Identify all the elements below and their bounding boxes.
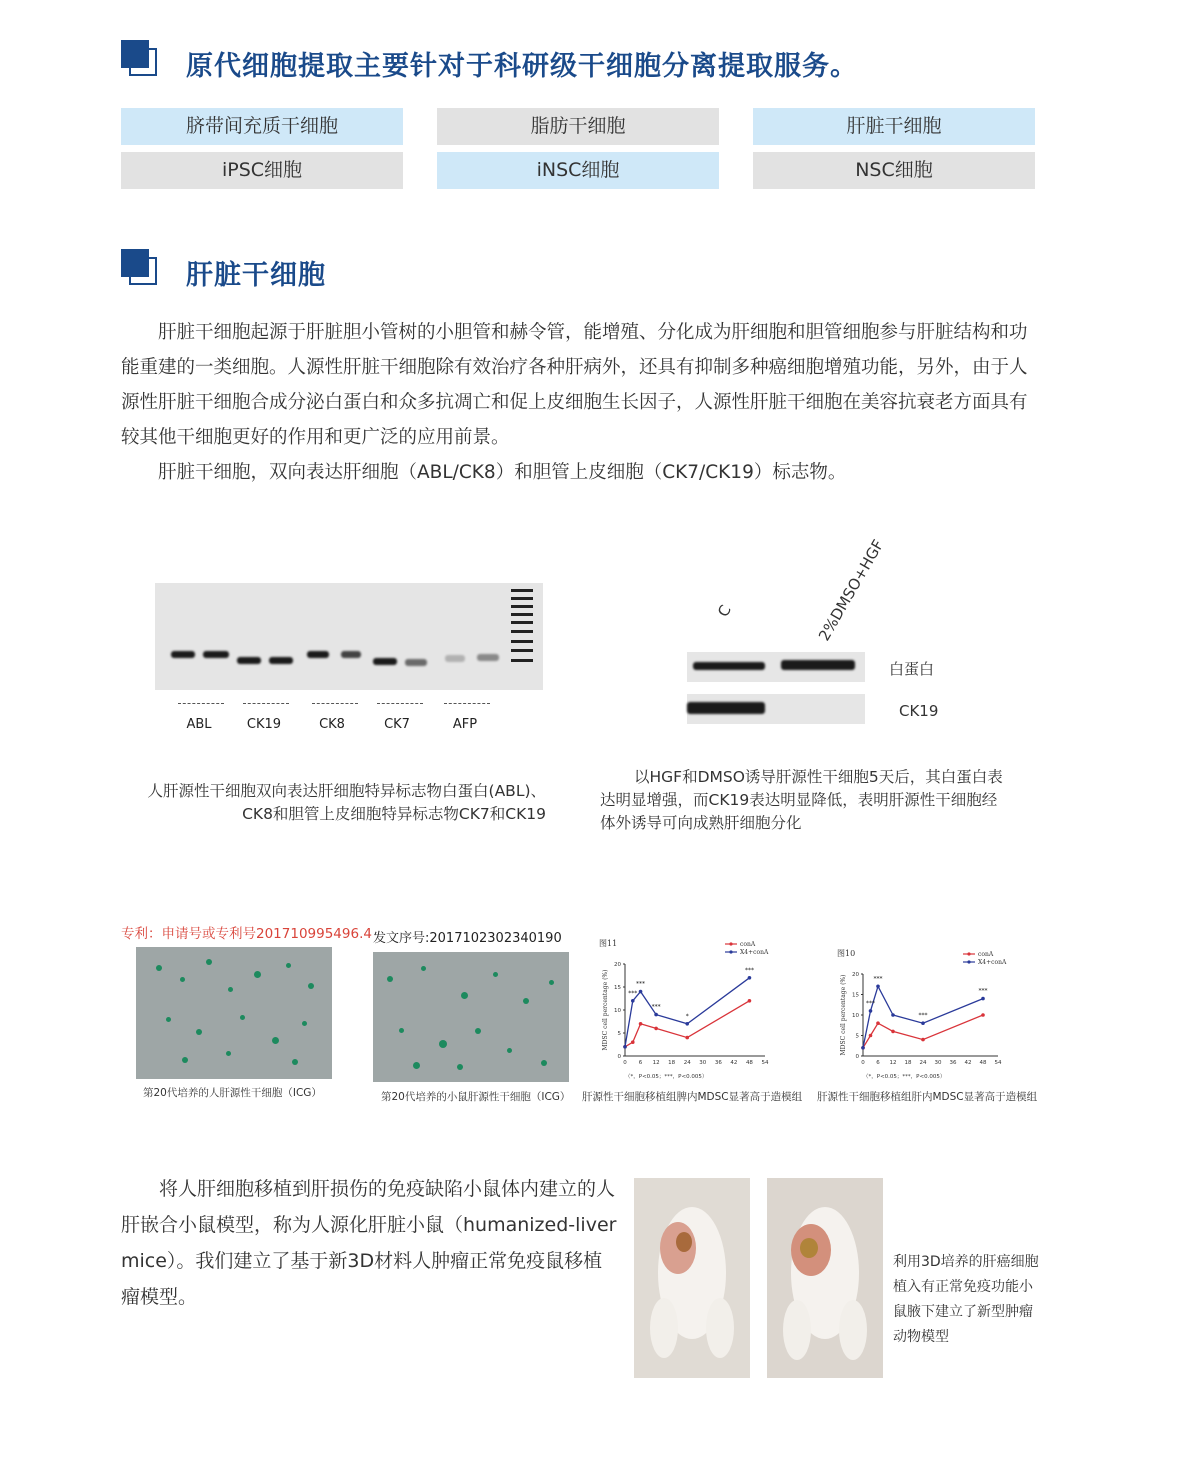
series-line <box>863 1015 983 1048</box>
data-point <box>685 1022 689 1026</box>
y-tick-label: 0 <box>855 1054 859 1060</box>
lane-label: CK19 <box>246 717 282 732</box>
legend-label: X4+conA <box>740 949 769 956</box>
data-point <box>748 976 752 980</box>
data-point <box>654 1027 658 1031</box>
y-tick-label: 5 <box>617 1031 621 1037</box>
y-tick-label: 20 <box>614 962 621 968</box>
western-blot-row <box>687 652 865 682</box>
y-tick-label: 10 <box>852 1013 859 1019</box>
paragraph: 肝脏干细胞，双向表达肝细胞（ABL/CK8）和胆管上皮细胞（CK7/CK19）标志物。 <box>158 462 847 483</box>
gel-electrophoresis-image <box>155 583 543 690</box>
section-icon <box>121 249 159 287</box>
x-tick-label: 54 <box>761 1060 769 1066</box>
wb-col-label: C <box>714 601 735 620</box>
category-cell: iPSC细胞 <box>121 152 403 189</box>
x-tick-label: 36 <box>714 1060 722 1066</box>
micrograph-image <box>136 947 332 1079</box>
y-tick-label: 0 <box>617 1054 621 1060</box>
data-point <box>876 985 880 989</box>
x-tick-label: 24 <box>683 1060 691 1066</box>
data-point <box>921 1021 925 1025</box>
legend-label: conA <box>978 951 994 958</box>
x-tick-label: 42 <box>964 1060 972 1066</box>
significance-label: * <box>685 1012 689 1020</box>
western-blot-row <box>687 694 865 724</box>
mdsc-spleen-chart <box>595 936 805 1084</box>
significance-label: *** <box>651 1003 661 1011</box>
y-axis-label: MDSC cell percentage (%) <box>840 974 847 1056</box>
chart-title: 图11 <box>599 939 618 948</box>
data-point <box>623 1045 627 1049</box>
y-tick-label: 10 <box>614 1008 621 1014</box>
data-point <box>631 999 635 1003</box>
data-point <box>631 1040 635 1044</box>
mouse-model-photo <box>634 1178 750 1378</box>
category-cell: 肝脏干细胞 <box>753 108 1035 145</box>
micrograph-caption: 第20代培养的小鼠肝源性干细胞（ICG） <box>381 1091 571 1103</box>
significance-label: *** <box>918 1012 928 1020</box>
patent-serial: 发文序号:2017102302340190 <box>373 931 562 946</box>
x-tick-label: 48 <box>979 1060 987 1066</box>
lane-label: ABL <box>186 717 212 732</box>
data-point <box>639 990 643 994</box>
x-tick-label: 18 <box>668 1060 676 1066</box>
significance-label: *** <box>978 987 988 995</box>
significance-label: *** <box>873 975 883 983</box>
micrograph-caption: 第20代培养的人肝源性干细胞（ICG） <box>143 1087 322 1099</box>
data-point <box>876 1021 880 1025</box>
x-tick-label: 36 <box>949 1060 957 1066</box>
data-point <box>639 1022 643 1026</box>
x-tick-label: 18 <box>904 1060 912 1066</box>
data-point <box>654 1013 658 1017</box>
legend-marker <box>729 950 732 953</box>
paragraph: 肝脏干细胞起源于肝脏胆小管树的小胆管和赫令管，能增殖、分化成为肝细胞和胆管细胞参与肝脏结构和功能重建的一类细胞。人源性肝脏干细胞除有效治疗各种肝病外，还具有抑制多种癌细胞增殖功能，另外，由于人源性肝脏干细胞合成分泌白蛋白和众多抗凋亡和促上皮细胞生长因子，人源性肝脏干细胞在美容抗衰老方面具有较其他干细胞更好的作用和更广泛的应用前景。 <box>121 322 1028 448</box>
data-point <box>921 1038 925 1042</box>
y-tick-label: 15 <box>614 985 621 991</box>
wb-row-label: CK19 <box>899 702 939 720</box>
chart-note: （*，P<0.05；***，P<0.005） <box>625 1074 708 1080</box>
x-tick-label: 12 <box>652 1060 660 1066</box>
wb-col-label: 2%DMSO+HGF <box>815 536 888 644</box>
data-point <box>981 1013 985 1017</box>
section1-title: 原代细胞提取主要针对于科研级干细胞分离提取服务。 <box>186 51 858 82</box>
western-caption: 以HGF和DMSO诱导肝源性干细胞5天后，其白蛋白表达明显增强，而CK19表达明显降低，表明肝源性干细胞经体外诱导可向成熟肝细胞分化 <box>600 768 1003 832</box>
data-point <box>981 997 985 1001</box>
category-cell: NSC细胞 <box>753 152 1035 189</box>
section2-title: 肝脏干细胞 <box>186 260 326 291</box>
significance-label: *** <box>628 989 638 997</box>
y-axis-label: MDSC cell percentage (%) <box>602 969 609 1051</box>
y-tick-label: 15 <box>852 992 859 999</box>
data-point <box>861 1046 865 1050</box>
x-tick-label: 0 <box>623 1060 627 1066</box>
section-icon <box>121 40 159 78</box>
chart-caption: 肝源性干细胞移植组肝内MDSC显著高于造模组 <box>817 1091 1038 1103</box>
category-cell: 脂肪干细胞 <box>437 108 719 145</box>
mouse-caption: 利用3D培养的肝癌细胞植入有正常免疫功能小鼠腋下建立了新型肿瘤动物模型 <box>893 1254 1039 1345</box>
x-tick-label: 30 <box>934 1060 942 1066</box>
category-cell: 脐带间充质干细胞 <box>121 108 403 145</box>
legend-marker <box>967 960 970 963</box>
chart-note: （*，P<0.05；***，P<0.005） <box>863 1074 946 1080</box>
data-point <box>869 1009 873 1013</box>
x-tick-label: 42 <box>730 1060 738 1066</box>
x-tick-label: 54 <box>994 1060 1002 1066</box>
lane-label: CK8 <box>319 717 345 732</box>
significance-label: *** <box>636 980 646 988</box>
chart-title: 图10 <box>837 949 856 958</box>
gel-caption: 人肝源性干细胞双向表达肝细胞特异标志物白蛋白(ABL)、CK8和胆管上皮细胞特异标志物CK7和CK19 <box>147 782 546 823</box>
y-tick-label: 5 <box>855 1033 859 1040</box>
legend-label: X4+conA <box>978 959 1007 966</box>
data-point <box>748 999 752 1003</box>
wb-row-label: 白蛋白 <box>889 660 935 678</box>
mdsc-liver-chart <box>833 946 1038 1084</box>
x-tick-label: 48 <box>745 1060 753 1066</box>
x-tick-label: 6 <box>876 1060 880 1066</box>
x-tick-label: 30 <box>699 1060 707 1066</box>
x-tick-label: 0 <box>861 1060 865 1066</box>
legend-marker <box>967 952 970 955</box>
data-point <box>891 1030 895 1034</box>
data-point <box>891 1013 895 1017</box>
legend-marker <box>729 942 732 945</box>
data-point <box>869 1034 873 1038</box>
data-point <box>685 1036 689 1040</box>
lane-label: AFP <box>452 717 478 732</box>
intro-paragraphs <box>121 315 1041 490</box>
micrograph-image <box>373 952 569 1082</box>
significance-label: *** <box>866 999 875 1007</box>
y-tick-label: 20 <box>852 972 859 978</box>
x-tick-label: 6 <box>638 1060 643 1066</box>
significance-label: *** <box>744 966 754 974</box>
legend-label: conA <box>740 941 756 948</box>
mouse-model-photo <box>767 1178 883 1378</box>
x-tick-label: 12 <box>889 1060 897 1066</box>
lane-label: CK7 <box>384 717 410 732</box>
chart-caption: 肝源性干细胞移植组脾内MDSC显著高于造模组 <box>582 1091 803 1103</box>
mouse-paragraph: 将人肝细胞移植到肝损伤的免疫缺陷小鼠体内建立的人肝嵌合小鼠模型，称为人源化肝脏小鼠（humanized-liver mice）。我们建立了基于新3D材料人肿瘤正常免疫鼠移植瘤模型。 <box>121 1178 617 1308</box>
x-tick-label: 24 <box>919 1060 927 1066</box>
patent-label: 专利：申请号或专利号201710995496.4 <box>121 926 372 942</box>
category-cell: iNSC细胞 <box>437 152 719 189</box>
